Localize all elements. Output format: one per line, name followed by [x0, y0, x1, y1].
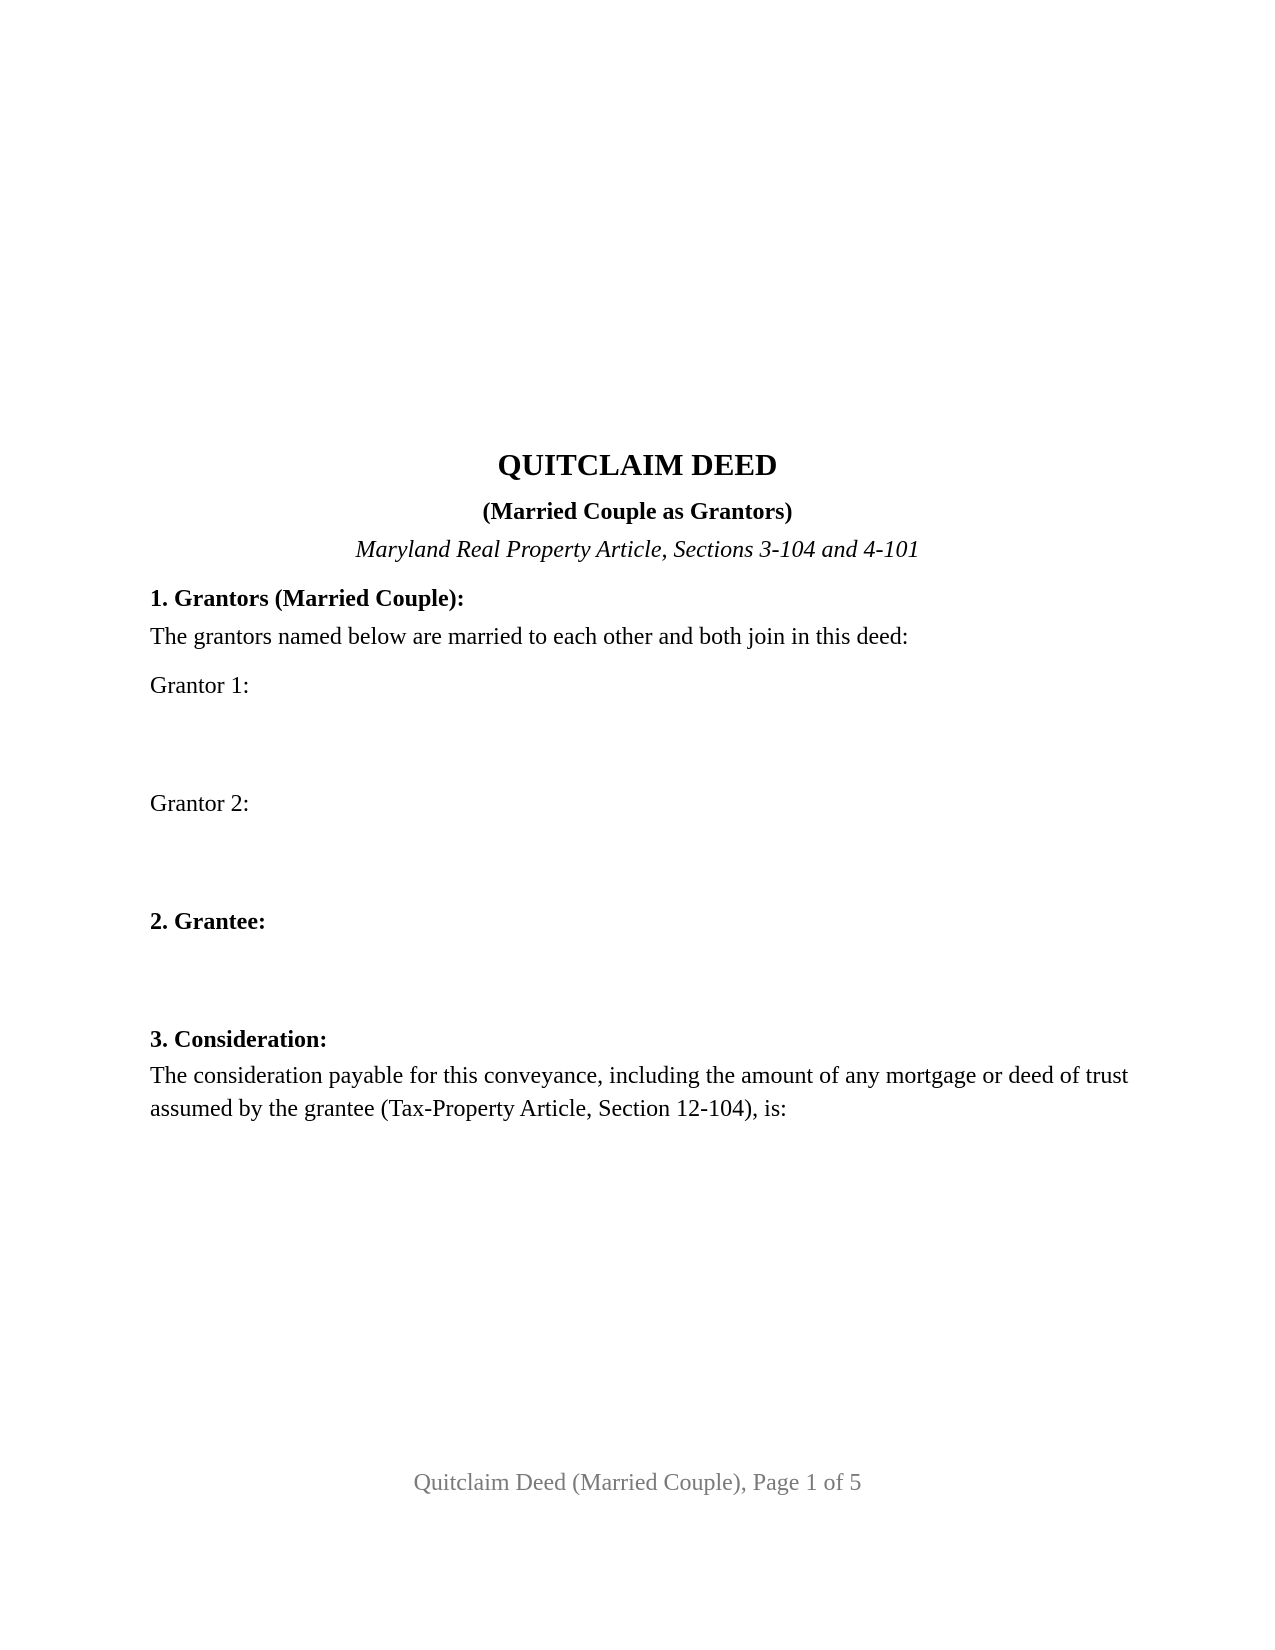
consideration-text: The consideration payable for this conveyance, including the amount of any mortgage or deed of trust assumed by the grantee (Tax-Property Article, Section 12-104), is:	[150, 1063, 1129, 1122]
grantor-2-label: Grantor 2:	[150, 791, 250, 817]
document-title: QUITCLAIM DEED	[497, 447, 778, 482]
grantor-1-label: Grantor 1:	[150, 673, 250, 699]
grantors-heading: 1. Grantors (Married Couple):	[150, 586, 465, 612]
document-subtitle: (Married Couple as Grantors)	[482, 499, 793, 525]
grantee-heading: 2. Grantee:	[150, 909, 266, 935]
statute-citation: Maryland Real Property Article, Sections 3-104 and 4-101	[355, 537, 920, 563]
consideration-heading: 3. Consideration:	[150, 1027, 328, 1053]
grantors-intro: The grantors named below are married to each other and both join in this deed:	[150, 624, 909, 650]
page-footer: Quitclaim Deed (Married Couple), Page 1 of 5	[413, 1470, 862, 1496]
